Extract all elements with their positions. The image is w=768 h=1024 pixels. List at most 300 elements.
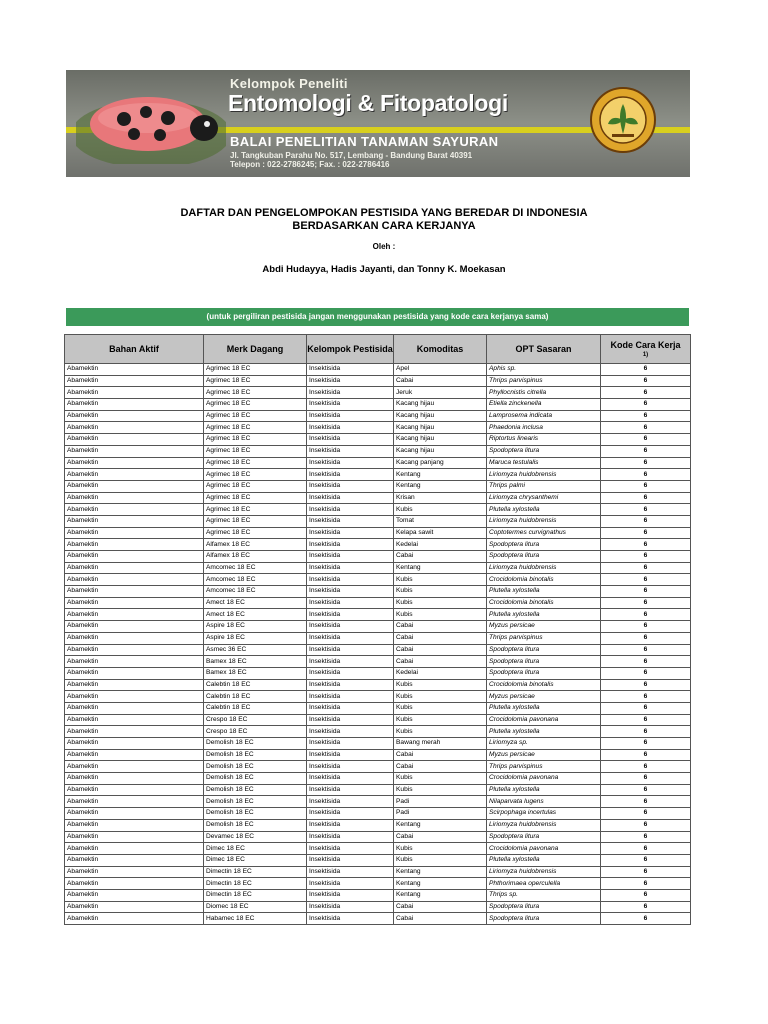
cell-merk-dagang: Agrimec 18 EC xyxy=(204,422,307,434)
cell-komoditas: Cabai xyxy=(394,644,487,656)
table-row xyxy=(65,679,691,691)
cell-komoditas: Cabai xyxy=(394,831,487,843)
cell-kelompok: Insektisida xyxy=(307,843,394,855)
cell-bahan-aktif: Abamektin xyxy=(65,515,204,527)
cell-bahan-aktif: Abamektin xyxy=(65,527,204,539)
cell-kelompok: Insektisida xyxy=(307,679,394,691)
cell-kode: 6 xyxy=(601,492,691,504)
institution-seal-icon xyxy=(589,86,657,154)
cell-bahan-aktif: Abamektin xyxy=(65,410,204,422)
cell-opt-sasaran: Phyllocnistis citrella xyxy=(487,387,601,399)
cell-kelompok: Insektisida xyxy=(307,878,394,890)
cell-bahan-aktif: Abamektin xyxy=(65,796,204,808)
table-row xyxy=(65,364,691,376)
cell-merk-dagang: Bamex 18 EC xyxy=(204,656,307,668)
cell-bahan-aktif: Abamektin xyxy=(65,539,204,551)
cell-opt-sasaran: Liriomyza huidobrensis xyxy=(487,819,601,831)
cell-opt-sasaran: Maruca testulalis xyxy=(487,457,601,469)
cell-opt-sasaran: Spodoptera litura xyxy=(487,913,601,925)
cell-merk-dagang: Agrimec 18 EC xyxy=(204,504,307,516)
cell-kelompok: Insektisida xyxy=(307,539,394,551)
table-row xyxy=(65,375,691,387)
cell-bahan-aktif: Abamektin xyxy=(65,901,204,913)
cell-kelompok: Insektisida xyxy=(307,691,394,703)
cell-komoditas: Bawang merah xyxy=(394,738,487,750)
table-row xyxy=(65,621,691,633)
cell-kode: 6 xyxy=(601,469,691,481)
cell-kelompok: Insektisida xyxy=(307,387,394,399)
cell-bahan-aktif: Abamektin xyxy=(65,597,204,609)
cell-opt-sasaran: Crocidolomia binotalis xyxy=(487,679,601,691)
cell-merk-dagang: Amect 18 EC xyxy=(204,609,307,621)
kode-footnote-mark: 1) xyxy=(642,352,649,358)
cell-merk-dagang: Amcomec 18 EC xyxy=(204,574,307,586)
cell-kode: 6 xyxy=(601,410,691,422)
cell-kelompok: Insektisida xyxy=(307,784,394,796)
ladybug-image xyxy=(76,84,226,164)
cell-bahan-aktif: Abamektin xyxy=(65,387,204,399)
cell-merk-dagang: Amcomec 18 EC xyxy=(204,586,307,598)
cell-opt-sasaran: Liriomyza huidobrensis xyxy=(487,562,601,574)
cell-bahan-aktif: Abamektin xyxy=(65,434,204,446)
cell-opt-sasaran: Thrips sp. xyxy=(487,889,601,901)
cell-kode: 6 xyxy=(601,866,691,878)
cell-komoditas: Padi xyxy=(394,808,487,820)
cell-komoditas: Kentang xyxy=(394,866,487,878)
cell-bahan-aktif: Abamektin xyxy=(65,457,204,469)
table-row xyxy=(65,796,691,808)
table-row xyxy=(65,714,691,726)
cell-kode: 6 xyxy=(601,796,691,808)
cell-merk-dagang: Demolish 18 EC xyxy=(204,773,307,785)
cell-bahan-aktif: Abamektin xyxy=(65,399,204,411)
cell-kelompok: Insektisida xyxy=(307,714,394,726)
cell-merk-dagang: Aspire 18 EC xyxy=(204,632,307,644)
cell-kode: 6 xyxy=(601,551,691,563)
cell-kelompok: Insektisida xyxy=(307,364,394,376)
cell-komoditas: Cabai xyxy=(394,375,487,387)
cell-bahan-aktif: Abamektin xyxy=(65,808,204,820)
cell-kelompok: Insektisida xyxy=(307,656,394,668)
cell-kode: 6 xyxy=(601,539,691,551)
cell-bahan-aktif: Abamektin xyxy=(65,551,204,563)
cell-bahan-aktif: Abamektin xyxy=(65,667,204,679)
cell-opt-sasaran: Scirpophaga incertulas xyxy=(487,808,601,820)
table-row xyxy=(65,551,691,563)
cell-komoditas: Kacang panjang xyxy=(394,457,487,469)
cell-kelompok: Insektisida xyxy=(307,726,394,738)
cell-kelompok: Insektisida xyxy=(307,375,394,387)
cell-komoditas: Kubis xyxy=(394,679,487,691)
table-row xyxy=(65,609,691,621)
cell-kelompok: Insektisida xyxy=(307,597,394,609)
cell-merk-dagang: Agrimec 18 EC xyxy=(204,515,307,527)
cell-opt-sasaran: Plutella xylostella xyxy=(487,784,601,796)
cell-bahan-aktif: Abamektin xyxy=(65,878,204,890)
cell-komoditas: Kentang xyxy=(394,469,487,481)
cell-kode: 6 xyxy=(601,667,691,679)
cell-bahan-aktif: Abamektin xyxy=(65,562,204,574)
table-row xyxy=(65,539,691,551)
cell-kelompok: Insektisida xyxy=(307,901,394,913)
table-row xyxy=(65,901,691,913)
col-header-kelompok-pestisida: Kelompok Pestisida xyxy=(307,335,394,364)
cell-bahan-aktif: Abamektin xyxy=(65,644,204,656)
table-row xyxy=(65,854,691,866)
col-header-kode-cara-kerja xyxy=(601,335,691,364)
cell-bahan-aktif: Abamektin xyxy=(65,492,204,504)
cell-opt-sasaran: Crocidolomia pavonana xyxy=(487,714,601,726)
cell-bahan-aktif: Abamektin xyxy=(65,726,204,738)
cell-komoditas: Kedelai xyxy=(394,539,487,551)
table-body xyxy=(65,364,691,925)
cell-merk-dagang: Demolish 18 EC xyxy=(204,784,307,796)
cell-kelompok: Insektisida xyxy=(307,667,394,679)
cell-kelompok: Insektisida xyxy=(307,866,394,878)
table-row xyxy=(65,761,691,773)
cell-opt-sasaran: Plutella xylostella xyxy=(487,586,601,598)
cell-bahan-aktif: Abamektin xyxy=(65,761,204,773)
cell-komoditas: Kentang xyxy=(394,889,487,901)
cell-kelompok: Insektisida xyxy=(307,480,394,492)
col-header-merk-dagang: Merk Dagang xyxy=(204,335,307,364)
cell-merk-dagang: Dimectin 18 EC xyxy=(204,889,307,901)
cell-kelompok: Insektisida xyxy=(307,609,394,621)
cell-komoditas: Kacang hijau xyxy=(394,422,487,434)
cell-bahan-aktif: Abamektin xyxy=(65,504,204,516)
cell-komoditas: Kacang hijau xyxy=(394,399,487,411)
cell-merk-dagang: Calebtin 18 EC xyxy=(204,679,307,691)
cell-kode: 6 xyxy=(601,504,691,516)
col-header-opt-sasaran: OPT Sasaran xyxy=(487,335,601,364)
cell-opt-sasaran: Spodoptera litura xyxy=(487,667,601,679)
cell-merk-dagang: Agrimec 18 EC xyxy=(204,469,307,481)
cell-opt-sasaran: Crocidolomia binotalis xyxy=(487,597,601,609)
cell-kode: 6 xyxy=(601,621,691,633)
cell-kode: 6 xyxy=(601,644,691,656)
cell-komoditas: Kubis xyxy=(394,773,487,785)
table-row xyxy=(65,562,691,574)
cell-opt-sasaran: Myzus persicae xyxy=(487,621,601,633)
banner-line-1: Kelompok Peneliti xyxy=(230,76,348,91)
table-row xyxy=(65,843,691,855)
table-row xyxy=(65,667,691,679)
cell-merk-dagang: Demolish 18 EC xyxy=(204,738,307,750)
table-row xyxy=(65,831,691,843)
cell-merk-dagang: Agrimec 18 EC xyxy=(204,375,307,387)
cell-opt-sasaran: Myzus persicae xyxy=(487,749,601,761)
cell-opt-sasaran: Aphis sp. xyxy=(487,364,601,376)
cell-kelompok: Insektisida xyxy=(307,410,394,422)
cell-opt-sasaran: Liriomyza huidobrensis xyxy=(487,515,601,527)
cell-kode: 6 xyxy=(601,399,691,411)
cell-opt-sasaran: Plutella xylostella xyxy=(487,609,601,621)
cell-kelompok: Insektisida xyxy=(307,457,394,469)
cell-merk-dagang: Crespo 18 EC xyxy=(204,714,307,726)
cell-kode: 6 xyxy=(601,597,691,609)
cell-merk-dagang: Agrimec 18 EC xyxy=(204,434,307,446)
cell-komoditas: Cabai xyxy=(394,749,487,761)
cell-kode: 6 xyxy=(601,387,691,399)
cell-merk-dagang: Agrimec 18 EC xyxy=(204,527,307,539)
table-row xyxy=(65,726,691,738)
cell-opt-sasaran: Spodoptera litura xyxy=(487,551,601,563)
banner-line-3: BALAI PENELITIAN TANAMAN SAYURAN xyxy=(230,134,499,149)
cell-kode: 6 xyxy=(601,878,691,890)
table-row xyxy=(65,808,691,820)
cell-kode: 6 xyxy=(601,609,691,621)
table-row xyxy=(65,586,691,598)
cell-merk-dagang: Agrimec 18 EC xyxy=(204,387,307,399)
cell-opt-sasaran: Lamprosema indicata xyxy=(487,410,601,422)
cell-merk-dagang: Demolish 18 EC xyxy=(204,819,307,831)
cell-kode: 6 xyxy=(601,527,691,539)
cell-kelompok: Insektisida xyxy=(307,796,394,808)
table-row xyxy=(65,819,691,831)
cell-opt-sasaran: Crocidolomia binotalis xyxy=(487,574,601,586)
cell-merk-dagang: Amect 18 EC xyxy=(204,597,307,609)
cell-opt-sasaran: Plutella xylostella xyxy=(487,702,601,714)
cell-merk-dagang: Agrimec 18 EC xyxy=(204,364,307,376)
cell-opt-sasaran: Plutella xylostella xyxy=(487,854,601,866)
cell-bahan-aktif: Abamektin xyxy=(65,843,204,855)
cell-merk-dagang: Dimectin 18 EC xyxy=(204,878,307,890)
cell-merk-dagang: Habamec 18 EC xyxy=(204,913,307,925)
cell-komoditas: Cabai xyxy=(394,632,487,644)
cell-kode: 6 xyxy=(601,773,691,785)
cell-opt-sasaran: Nilaparvata lugens xyxy=(487,796,601,808)
authors: Abdi Hudayya, Hadis Jayanti, dan Tonny K. Moekasan xyxy=(262,264,506,275)
cell-kelompok: Insektisida xyxy=(307,621,394,633)
cell-komoditas: Cabai xyxy=(394,901,487,913)
cell-merk-dagang: Calebtin 18 EC xyxy=(204,702,307,714)
cell-bahan-aktif: Abamektin xyxy=(65,738,204,750)
cell-opt-sasaran: Spodoptera litura xyxy=(487,445,601,457)
cell-bahan-aktif: Abamektin xyxy=(65,469,204,481)
cell-kode: 6 xyxy=(601,457,691,469)
cell-bahan-aktif: Abamektin xyxy=(65,691,204,703)
cell-kelompok: Insektisida xyxy=(307,527,394,539)
cell-merk-dagang: Agrimec 18 EC xyxy=(204,399,307,411)
cell-bahan-aktif: Abamektin xyxy=(65,574,204,586)
cell-opt-sasaran: Riptortus linearis xyxy=(487,434,601,446)
cell-kelompok: Insektisida xyxy=(307,808,394,820)
cell-komoditas: Kubis xyxy=(394,691,487,703)
table-row xyxy=(65,749,691,761)
cell-komoditas: Cabai xyxy=(394,621,487,633)
cell-bahan-aktif: Abamektin xyxy=(65,831,204,843)
cell-kelompok: Insektisida xyxy=(307,492,394,504)
cell-bahan-aktif: Abamektin xyxy=(65,714,204,726)
table-row xyxy=(65,410,691,422)
cell-kode: 6 xyxy=(601,901,691,913)
cell-kode: 6 xyxy=(601,831,691,843)
cell-kelompok: Insektisida xyxy=(307,854,394,866)
cell-bahan-aktif: Abamektin xyxy=(65,819,204,831)
cell-bahan-aktif: Abamektin xyxy=(65,913,204,925)
cell-merk-dagang: Demolish 18 EC xyxy=(204,808,307,820)
table-row xyxy=(65,773,691,785)
cell-opt-sasaran: Spodoptera litura xyxy=(487,539,601,551)
cell-opt-sasaran: Crocidolomia pavonana xyxy=(487,843,601,855)
cell-opt-sasaran: Liriomyza chrysanthemi xyxy=(487,492,601,504)
cell-kode: 6 xyxy=(601,808,691,820)
cell-opt-sasaran: Thrips palmi xyxy=(487,480,601,492)
cell-opt-sasaran: Myzus persicae xyxy=(487,691,601,703)
cell-kelompok: Insektisida xyxy=(307,749,394,761)
cell-komoditas: Krisan xyxy=(394,492,487,504)
cell-kode: 6 xyxy=(601,679,691,691)
table-row xyxy=(65,878,691,890)
cell-kelompok: Insektisida xyxy=(307,644,394,656)
cell-merk-dagang: Crespo 18 EC xyxy=(204,726,307,738)
table-row xyxy=(65,597,691,609)
cell-opt-sasaran: Spodoptera litura xyxy=(487,831,601,843)
cell-opt-sasaran: Liriomyza sp. xyxy=(487,738,601,750)
cell-kelompok: Insektisida xyxy=(307,761,394,773)
cell-bahan-aktif: Abamektin xyxy=(65,784,204,796)
table-row xyxy=(65,702,691,714)
cell-bahan-aktif: Abamektin xyxy=(65,586,204,598)
table-row xyxy=(65,422,691,434)
cell-merk-dagang: Calebtin 18 EC xyxy=(204,691,307,703)
table-row xyxy=(65,480,691,492)
cell-bahan-aktif: Abamektin xyxy=(65,480,204,492)
cell-kode: 6 xyxy=(601,749,691,761)
cell-opt-sasaran: Spodoptera litura xyxy=(487,901,601,913)
cell-komoditas: Kacang hijau xyxy=(394,445,487,457)
banner-contact: Telepon : 022-2786245; Fax. : 022-2786416 xyxy=(230,160,390,169)
cell-opt-sasaran: Thrips parvispinus xyxy=(487,761,601,773)
cell-kode: 6 xyxy=(601,843,691,855)
cell-merk-dagang: Diomec 18 EC xyxy=(204,901,307,913)
cell-komoditas: Kubis xyxy=(394,854,487,866)
col-header-bahan-aktif: Bahan Aktif xyxy=(65,335,204,364)
cell-komoditas: Kubis xyxy=(394,784,487,796)
table-row xyxy=(65,691,691,703)
cell-kelompok: Insektisida xyxy=(307,515,394,527)
cell-komoditas: Kacang hijau xyxy=(394,410,487,422)
table-row xyxy=(65,889,691,901)
cell-komoditas: Padi xyxy=(394,796,487,808)
cell-kode: 6 xyxy=(601,364,691,376)
cell-komoditas: Kelapa sawit xyxy=(394,527,487,539)
cell-kelompok: Insektisida xyxy=(307,913,394,925)
cell-opt-sasaran: Phthorimaea operculella xyxy=(487,878,601,890)
cell-merk-dagang: Agrimec 18 EC xyxy=(204,410,307,422)
cell-bahan-aktif: Abamektin xyxy=(65,889,204,901)
cell-opt-sasaran: Crocidolomia pavonana xyxy=(487,773,601,785)
document-subtitle: BERDASARKAN CARA KERJANYA xyxy=(292,220,476,232)
cell-bahan-aktif: Abamektin xyxy=(65,854,204,866)
cell-komoditas: Apel xyxy=(394,364,487,376)
cell-merk-dagang: Bamex 18 EC xyxy=(204,667,307,679)
cell-kode: 6 xyxy=(601,422,691,434)
table-row xyxy=(65,644,691,656)
cell-komoditas: Jeruk xyxy=(394,387,487,399)
cell-bahan-aktif: Abamektin xyxy=(65,445,204,457)
cell-bahan-aktif: Abamektin xyxy=(65,702,204,714)
cell-kode: 6 xyxy=(601,889,691,901)
cell-opt-sasaran: Thrips parvispinus xyxy=(487,632,601,644)
pesticide-table xyxy=(64,334,691,925)
cell-komoditas: Kubis xyxy=(394,843,487,855)
cell-kode: 6 xyxy=(601,562,691,574)
cell-opt-sasaran: Plutella xylostella xyxy=(487,726,601,738)
cell-merk-dagang: Dimec 18 EC xyxy=(204,854,307,866)
cell-bahan-aktif: Abamektin xyxy=(65,632,204,644)
cell-kode: 6 xyxy=(601,761,691,773)
cell-kode: 6 xyxy=(601,702,691,714)
cell-bahan-aktif: Abamektin xyxy=(65,866,204,878)
cell-merk-dagang: Alfamex 18 EC xyxy=(204,551,307,563)
cell-kelompok: Insektisida xyxy=(307,586,394,598)
cell-merk-dagang: Dimec 18 EC xyxy=(204,843,307,855)
cell-komoditas: Kedelai xyxy=(394,667,487,679)
cell-kelompok: Insektisida xyxy=(307,445,394,457)
cell-komoditas: Kentang xyxy=(394,480,487,492)
cell-kelompok: Insektisida xyxy=(307,422,394,434)
cell-kode: 6 xyxy=(601,515,691,527)
cell-bahan-aktif: Abamektin xyxy=(65,364,204,376)
table-row xyxy=(65,527,691,539)
cell-bahan-aktif: Abamektin xyxy=(65,422,204,434)
cell-merk-dagang: Devamec 18 EC xyxy=(204,831,307,843)
table-row xyxy=(65,632,691,644)
table-row xyxy=(65,469,691,481)
cell-komoditas: Cabai xyxy=(394,656,487,668)
table-row xyxy=(65,738,691,750)
cell-komoditas: Kubis xyxy=(394,702,487,714)
cell-komoditas: Kentang xyxy=(394,819,487,831)
cell-merk-dagang: Alfamex 18 EC xyxy=(204,539,307,551)
cell-merk-dagang: Agrimec 18 EC xyxy=(204,480,307,492)
cell-opt-sasaran: Liriomyza huidobrensis xyxy=(487,866,601,878)
table-row xyxy=(65,387,691,399)
cell-kelompok: Insektisida xyxy=(307,399,394,411)
cell-komoditas: Kentang xyxy=(394,562,487,574)
cell-kelompok: Insektisida xyxy=(307,889,394,901)
cell-komoditas: Kubis xyxy=(394,609,487,621)
cell-kelompok: Insektisida xyxy=(307,574,394,586)
cell-kode: 6 xyxy=(601,632,691,644)
cell-kelompok: Insektisida xyxy=(307,562,394,574)
cell-opt-sasaran: Liriomyza huidobrensis xyxy=(487,469,601,481)
cell-merk-dagang: Agrimec 18 EC xyxy=(204,445,307,457)
cell-komoditas: Kubis xyxy=(394,504,487,516)
cell-opt-sasaran: Phaedonia inclusa xyxy=(487,422,601,434)
cell-bahan-aktif: Abamektin xyxy=(65,609,204,621)
cell-kode: 6 xyxy=(601,375,691,387)
cell-kode: 6 xyxy=(601,445,691,457)
cell-bahan-aktif: Abamektin xyxy=(65,375,204,387)
cell-komoditas: Kubis xyxy=(394,574,487,586)
table-row xyxy=(65,574,691,586)
cell-opt-sasaran: Spodoptera litura xyxy=(487,644,601,656)
cell-bahan-aktif: Abamektin xyxy=(65,679,204,691)
table-row xyxy=(65,457,691,469)
cell-opt-sasaran: Etiella zinckenella xyxy=(487,399,601,411)
cell-merk-dagang: Asmec 36 EC xyxy=(204,644,307,656)
cell-kelompok: Insektisida xyxy=(307,773,394,785)
cell-kode: 6 xyxy=(601,726,691,738)
cell-kelompok: Insektisida xyxy=(307,632,394,644)
cell-komoditas: Cabai xyxy=(394,551,487,563)
cell-kode: 6 xyxy=(601,819,691,831)
cell-komoditas: Cabai xyxy=(394,761,487,773)
table-row xyxy=(65,445,691,457)
cell-merk-dagang: Demolish 18 EC xyxy=(204,796,307,808)
